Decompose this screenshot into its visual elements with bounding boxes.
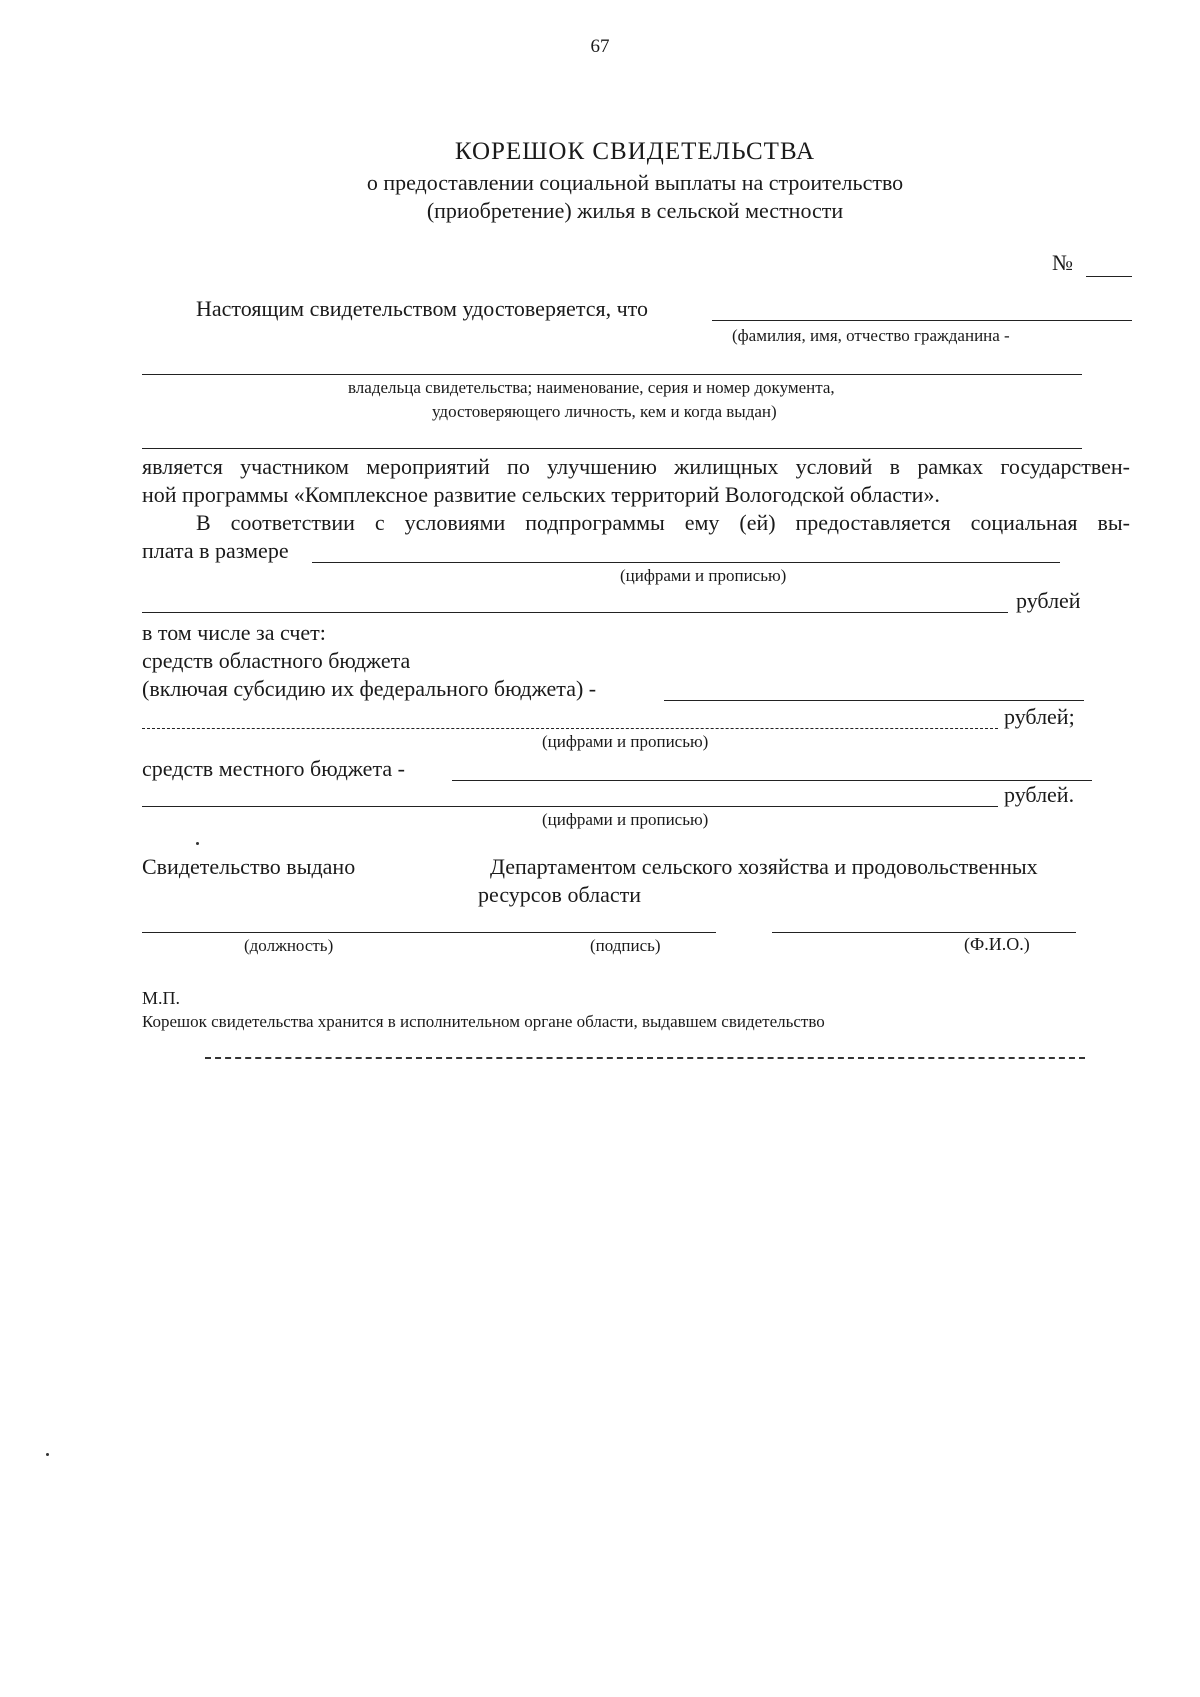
hint-digits-amount: (цифрами и прописью): [620, 566, 787, 585]
conditions-line1: В соответствии с условиями подпрограммы ему (ей) предоставляется социальная вы-: [196, 510, 1130, 535]
local-budget-label: средств местного бюджета -: [142, 756, 405, 781]
scan-speck: [46, 1453, 49, 1456]
conditions-line2: плата в размере: [142, 538, 289, 563]
hint-fio: (фамилия, имя, отчество гражданина -: [732, 326, 1010, 345]
certify-text: Настоящим свидетельством удостоверяется, что: [196, 296, 648, 321]
cut-line: [205, 1057, 1085, 1059]
stamp-place: М.П.: [142, 988, 181, 1008]
position-signature-line[interactable]: [142, 932, 716, 933]
issued-label: Свидетельство выдано: [142, 854, 356, 879]
hint-owner-line1: владельца свидетельства; наименование, серия и номер документа,: [348, 378, 835, 397]
regional-budget-label: средств областного бюджета: [142, 648, 411, 673]
sig-position-label: (должность): [244, 936, 334, 955]
issuer-line2: ресурсов области: [478, 882, 641, 907]
rubles-regional: рублей;: [1004, 704, 1075, 729]
owner-field-line[interactable]: [142, 374, 1082, 375]
participant-line1: является участником мероприятий по улучшению жилищных условий в рамках государствен-: [142, 454, 1130, 479]
hint-digits-local: (цифрами и прописью): [542, 810, 709, 829]
subsidy-text: (включая субсидию их федерального бюджета) -: [142, 676, 597, 701]
issuer-line1: Департаментом сельского хозяйства и продовольственных: [490, 854, 1038, 879]
document-field-line[interactable]: [142, 448, 1082, 449]
rubles-local: рублей.: [1004, 782, 1075, 807]
page-number: 67: [590, 36, 610, 57]
amount-words-line[interactable]: [142, 612, 1008, 613]
document-title: КОРЕШОК СВИДЕТЕЛЬСТВА: [454, 138, 816, 165]
rubles-amount: рублей: [1016, 588, 1081, 613]
local-field-line[interactable]: [452, 780, 1092, 781]
including-label: в том числе за счет:: [142, 620, 326, 645]
hint-owner-line2: удостоверяющего личность, кем и когда выдан): [432, 402, 777, 421]
amount-field-line[interactable]: [312, 562, 1060, 563]
number-field-line[interactable]: [1086, 276, 1132, 277]
subsidy-field-line[interactable]: [664, 700, 1084, 701]
fio-signature-line[interactable]: [772, 932, 1076, 933]
hint-digits-regional: (цифрами и прописью): [542, 732, 709, 751]
local-words-line[interactable]: [142, 806, 998, 807]
fio-field-line[interactable]: [712, 320, 1132, 321]
regional-words-line[interactable]: [142, 728, 998, 729]
document-subtitle-line1: о предоставлении социальной выплаты на строительство: [366, 170, 904, 195]
scan-speck: [196, 842, 199, 845]
number-label: №: [1052, 250, 1073, 275]
sig-signature-label: (подпись): [590, 936, 661, 955]
sig-fio-label: (Ф.И.О.): [964, 934, 1030, 954]
participant-line2: ной программы «Комплексное развитие сельских территорий Вологодской области».: [142, 482, 940, 507]
storage-note: Корешок свидетельства хранится в исполнительном органе области, выдавшем свидетельство: [142, 1012, 825, 1031]
document-subtitle-line2: (приобретение) жилья в сельской местности: [426, 198, 844, 223]
